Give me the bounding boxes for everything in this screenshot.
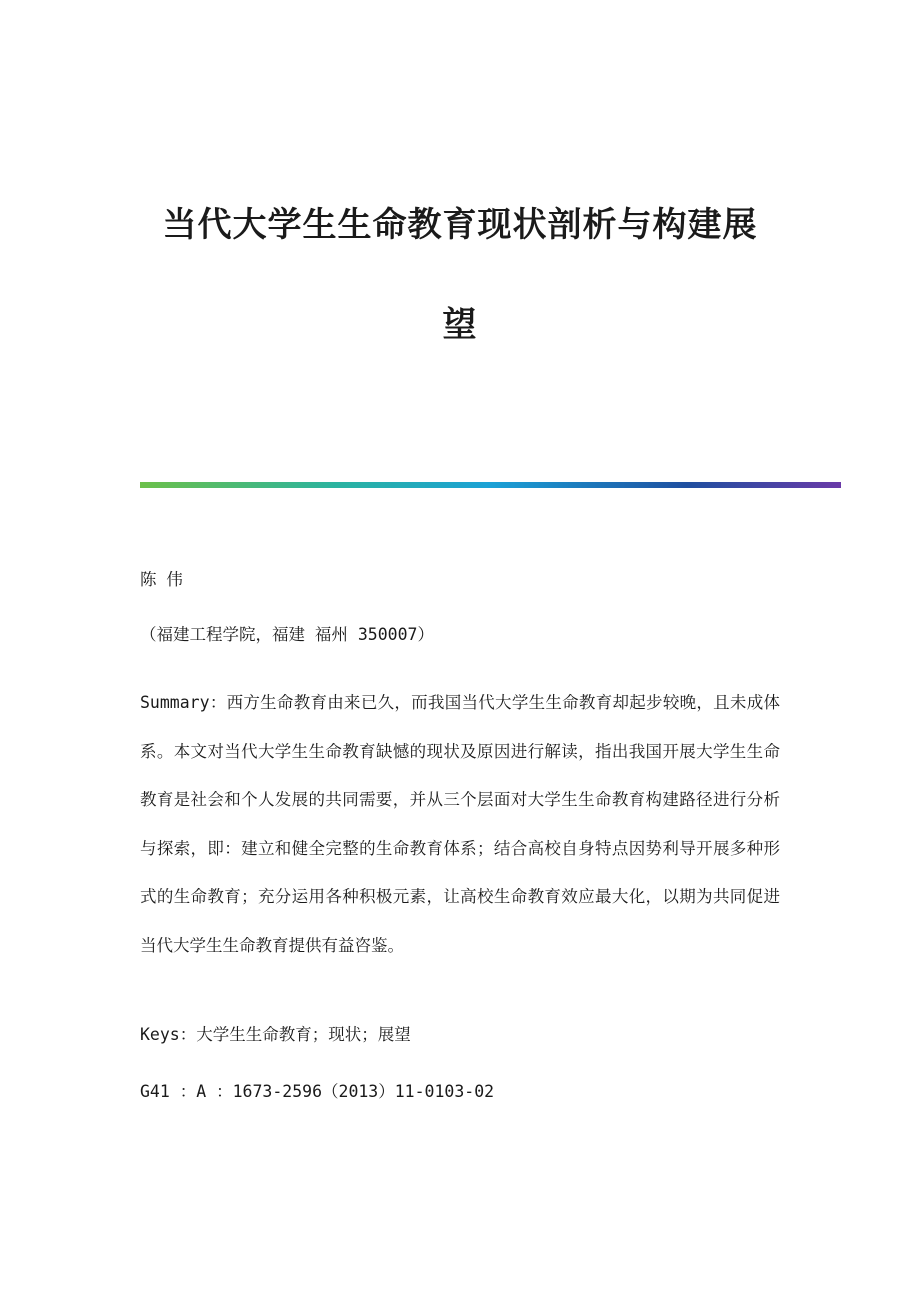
- classification-codes: G41 ：A ：1673-2596（2013）11-0103-02: [140, 1082, 495, 1101]
- title-line-1: 当代大学生生命教育现状剖析与构建展: [162, 205, 758, 245]
- author-affiliation: （福建工程学院，福建 福州 350007）: [140, 625, 434, 644]
- author-name: 陈 伟: [140, 570, 183, 589]
- abstract-summary: Summary：西方生命教育由来已久，而我国当代大学生生命教育却起步较晚，且未成体系。本文对当代大学生生命教育缺憾的现状及原因进行解读，指出我国开展大学生生命教育是社会和个人发展的共同需要，并从三个层面对大学生生命教育构建路径进行分析与探索，即：建立和健全完整的生命教育体系；结合高校自身特点因势利导开展多种形式的生命教育；充分运用各种积极元素，让高校生命教育效应最大化，以期为共同促进当代大学生生命教育提供有益咨鉴。: [140, 693, 780, 955]
- document-title: [140, 200, 780, 350]
- keywords: Keys：大学生生命教育；现状；展望: [140, 1025, 411, 1044]
- gradient-divider: [140, 482, 841, 488]
- title-line-2: 望: [442, 305, 478, 345]
